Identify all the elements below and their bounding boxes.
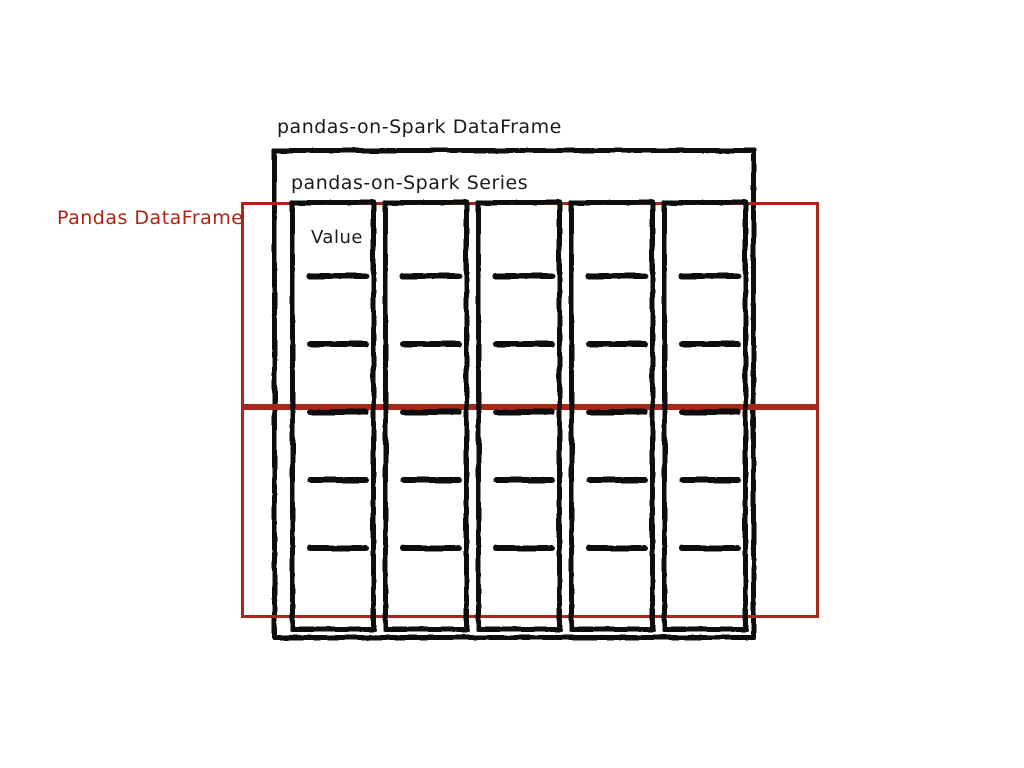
row-rule [586,341,648,347]
row-rule [307,477,369,483]
row-rule [493,409,555,415]
row-rule [307,545,369,551]
label-pandas-on-spark-dataframe: pandas-on-Spark DataFrame [277,116,562,138]
row-rule [307,273,369,279]
row-rule [679,409,741,415]
series-column-5 [662,200,748,632]
row-rule [586,545,648,551]
row-rule [586,273,648,279]
row-rule [679,273,741,279]
row-rule [586,477,648,483]
cell-label-value: Value [311,227,363,248]
row-rule [586,409,648,415]
row-rule [493,273,555,279]
row-rule [400,273,462,279]
row-rule [400,409,462,415]
label-pandas-dataframe: Pandas DataFrame [57,207,244,229]
row-rule [679,477,741,483]
row-rule [400,477,462,483]
series-column-3 [476,200,562,632]
row-rule [679,341,741,347]
row-rule [493,545,555,551]
series-column-2 [383,200,469,632]
row-rule [400,341,462,347]
row-rule [679,545,741,551]
label-pandas-on-spark-series: pandas-on-Spark Series [291,172,529,194]
row-rule [493,477,555,483]
row-rule [307,341,369,347]
row-rule [307,409,369,415]
series-column-4 [569,200,655,632]
series-column-1 [290,200,376,632]
row-rule [493,341,555,347]
row-rule [400,545,462,551]
